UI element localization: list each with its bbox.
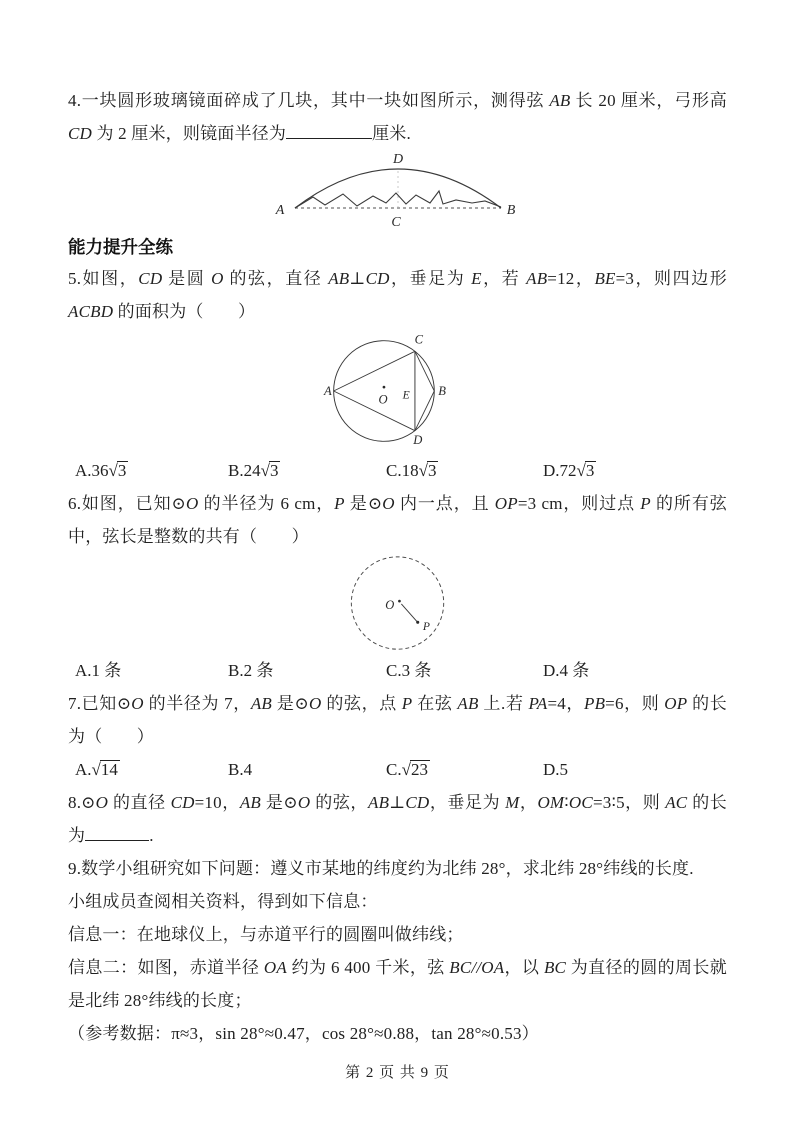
label-c: C [390, 215, 401, 230]
label-d: D [392, 152, 403, 167]
figure-q6-wrap [68, 553, 727, 654]
section-heading: 能力提升全练 [68, 237, 173, 257]
q7-option-b: B.4 [228, 760, 253, 779]
question-9-info-1: 信息一：在地球仪上，与赤道平行的圆圈叫做纬线； [68, 925, 464, 944]
circle-o-dashed [351, 557, 443, 649]
side-db [414, 391, 433, 431]
question-9-text: 9.数学小组研究如下问题：遵义市某地的纬度约为北纬 28°，求北纬 28°纬线的长度. [68, 859, 694, 878]
q6-option-b: B.2 条 [228, 661, 274, 680]
segment-op [401, 604, 416, 621]
label-b: B [506, 203, 515, 218]
side-cb [414, 351, 433, 391]
figure-q6-circle-point [328, 553, 468, 654]
question-9-line-2: 小组成员查阅相关资料，得到如下信息： [68, 892, 378, 911]
label-e: E [402, 388, 410, 402]
q7-option-d: D.5 [543, 760, 569, 779]
question-5-text: 5.如图，CD 是圆 O 的弦，直径 AB⊥CD，垂足为 E，若 AB=12，BE=3，则四边形 ACBD 的面积为（ ） [68, 269, 728, 321]
question-5-options [68, 454, 727, 487]
question-9-info-2: 信息二：如图，赤道半径 OA 约为 6 400 千米，弦 BC//OA，以 BC 为直径的圆的周长就是北纬 28°纬线的长度； [68, 958, 727, 1010]
figure-q5-wrap [68, 328, 727, 454]
q5-option-c: C.18√3 [386, 461, 437, 480]
center-dot [398, 600, 401, 603]
question-8-text: 8.⊙O 的直径 CD=10，AB 是⊙O 的弦，AB⊥CD，垂足为 M，OM∶OC=3∶5，则 AC 的长为 . [68, 793, 727, 845]
question-7-text: 7.已知⊙O 的半径为 7，AB 是⊙O 的弦，点 P 在弦 AB 上.若 PA=4，PB=6，则 OP 的长为（ ） [68, 694, 728, 746]
question-7-options [68, 753, 727, 786]
q6-option-a: A.1 条 [75, 661, 122, 680]
q6-option-d: D.4 条 [543, 661, 590, 680]
label-a: A [323, 383, 332, 398]
q6-option-c: C.3 条 [386, 661, 432, 680]
circle-o [333, 341, 434, 442]
label-a: A [275, 203, 284, 218]
broken-edge-zigzag [295, 191, 501, 208]
figure-q4-broken-mirror [273, 150, 523, 232]
question-6-options [68, 654, 727, 687]
page-number-footer: 第 2 页 共 9 页 [345, 1065, 450, 1081]
point-p-dot [416, 621, 419, 624]
label-p: P [422, 620, 430, 633]
question-4-text: 4.一块圆形玻璃镜面碎成了几块，其中一块如图所示，测得弦 AB 长 20 厘米，弓形高 CD 为 2 厘米，则镜面半径为 厘米. [68, 91, 727, 143]
question-6-text: 6.如图，已知⊙O 的半径为 6 cm，P 是⊙O 内一点，且 OP=3 cm，则过点 P 的所有弦中，弦长是整数的共有（ ） [68, 494, 727, 546]
side-ac [333, 351, 414, 391]
q5-option-a: A.36√3 [75, 461, 127, 480]
answer-blank [286, 122, 372, 139]
label-b: B [437, 383, 446, 398]
figure-q5-circle-quadrilateral [323, 328, 473, 454]
q5-option-b: B.24√3 [228, 461, 279, 480]
question-9-reference-data: （参考数据：π≈3，sin 28°≈0.47，cos 28°≈0.88，tan 28°≈0.53） [68, 1024, 539, 1043]
figure-q4-wrap [68, 150, 727, 232]
q7-option-a: A.√14 [75, 760, 118, 779]
label-c: C [414, 332, 423, 347]
label-o: O [377, 392, 388, 407]
q7-option-c: C.√23 [386, 760, 428, 779]
answer-blank [85, 824, 149, 841]
label-o: O [384, 597, 394, 612]
q5-option-d: D.72√3 [543, 461, 595, 480]
label-d: D [412, 433, 422, 448]
center-dot [382, 386, 385, 389]
